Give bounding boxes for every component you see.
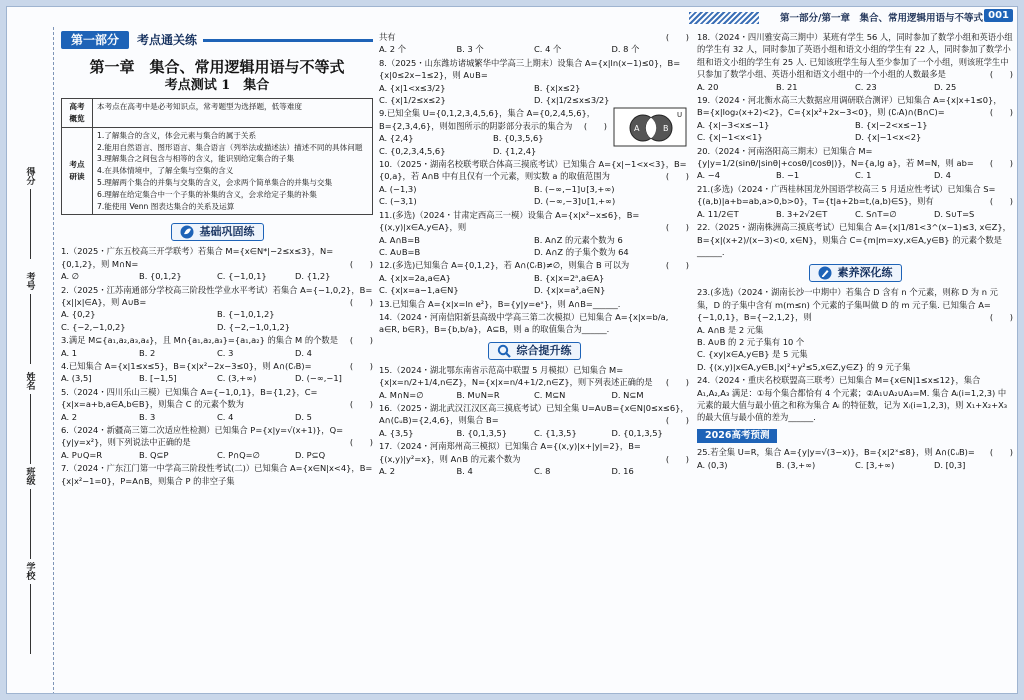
option: B. A∪B 的 2 元子集有 10 个	[697, 336, 805, 347]
option: D. (−∞,−3]∪[1,+∞)	[534, 196, 616, 207]
options	[697, 324, 1013, 374]
question-list	[697, 446, 1013, 471]
option: C. 4	[217, 411, 234, 422]
option: C. 3	[217, 347, 234, 358]
option: D. 8 个	[611, 44, 640, 55]
option: A. M∩N=∅	[379, 389, 424, 400]
option: D. {x|1/2≤x≤3/2}	[534, 95, 610, 106]
option: C. 1	[855, 170, 872, 181]
option: A. 2 个	[379, 44, 407, 55]
answer-bracket: ( )	[665, 453, 689, 464]
question-text: 17.（2024・河南郑州高三模拟）已知集合 A={(x,y)|x+|y|=2}，B={(x,y)|y²=x}，则 A∩B 的元素个数为	[379, 441, 641, 464]
study-item: 3.理解集合之间包含与相等的含义，能识别给定集合的子集	[97, 154, 295, 164]
part-name: 考点通关练	[137, 33, 198, 47]
options	[379, 465, 689, 477]
part-banner	[61, 31, 373, 49]
worksheet-page	[6, 6, 1018, 694]
study-label: 考点研读	[62, 127, 93, 215]
overview-text: 本考点在高考中是必考知识点，常考题型为选择题，低等难度	[93, 99, 373, 128]
options	[697, 81, 1013, 93]
option: D. 25	[934, 81, 957, 92]
question-item	[697, 446, 1013, 471]
question-text: 8.（2025・山东潍坊诸城繁华中学高三上期末）设集合 A={x|ln(x−1)≤0}，B={x|0≤2x−1≤2}，则 A∪B=	[379, 57, 681, 81]
option: B. A∩Z 的元素个数为 6	[534, 234, 623, 245]
column-1	[61, 31, 373, 488]
question-item	[61, 386, 373, 423]
option: D. {x|−1<x<2}	[855, 132, 922, 143]
option: A. {0,2}	[61, 309, 96, 320]
option: D. {1,2,4}	[493, 145, 537, 156]
option: A. {2,4}	[379, 133, 414, 144]
question-text: 2.（2025・江苏南通部分学校高三阶段性学业水平考试）若集合 A={−1,0,2}，B={x||x|∈A}，则 A∪B=	[61, 284, 373, 308]
answer-bracket: ( )	[349, 399, 373, 410]
option: C. {−2,−1,0,2}	[61, 321, 126, 332]
question-item	[379, 259, 689, 296]
option: B. {0,3,5,6}	[493, 133, 544, 144]
option: C. M⊆N	[534, 389, 566, 400]
option: A. 1	[61, 347, 78, 358]
option: C. 4 个	[534, 44, 562, 55]
answer-bracket: ( )	[665, 415, 689, 426]
option: B. {0,1,2}	[139, 271, 182, 282]
options	[61, 308, 373, 333]
option: B. 3+2√2∈T	[776, 208, 828, 219]
answer-bracket: ( )	[989, 158, 1013, 169]
question-text: 13.已知集合 A={x|x=ln e²}，B={y|y=eˣ}，则 A∩B=______.	[379, 298, 621, 309]
option: D. 4	[295, 347, 312, 358]
option: A. {x|1<x≤3/2}	[379, 82, 446, 93]
options	[379, 132, 607, 157]
option: A. {3,5}	[379, 427, 414, 438]
option: B. −1	[776, 170, 800, 181]
option: B. (−∞,−1]∪[3,+∞)	[534, 183, 615, 194]
part-tag: 第一部分	[61, 31, 129, 49]
question-list	[697, 286, 1013, 423]
option: C. 8	[534, 466, 551, 476]
question-item	[697, 221, 1013, 258]
option: B. {x|x=2ᵃ,a∈A}	[534, 272, 605, 283]
question-text: 5.（2024・四川乐山三模）已知集合 A={−1,0,1}，B={1,2}，C={x|x=a+b,a∈A,b∈B}，则集合 C 的元素个数为	[61, 386, 318, 410]
answer-bracket: ( )	[583, 120, 607, 131]
option: A. A∩B 是 2 元集	[697, 324, 764, 335]
option: B. {−1,0,1,2}	[217, 309, 275, 320]
answer-bracket: ( )	[665, 32, 689, 42]
question-item	[697, 145, 1013, 182]
options	[379, 43, 689, 55]
overview-label: 高考概览	[62, 99, 93, 128]
option: C. {x|−1<x<1}	[697, 132, 763, 143]
exam-number-field: 考号	[11, 272, 49, 364]
question-item	[379, 158, 689, 208]
info-table	[61, 98, 373, 215]
option: A. {x|x=2a,a∈A}	[379, 272, 451, 283]
option: C. 23	[855, 81, 877, 92]
options	[697, 459, 1013, 471]
answer-bracket: ( )	[989, 312, 1013, 323]
option: D. {0,1,3,5}	[611, 427, 663, 438]
options	[379, 427, 689, 439]
option: C. (−3,1)	[379, 196, 417, 207]
question-item	[379, 107, 689, 157]
question-text: 16.（2025・湖北武汉江汉区高三摸底考试）已知全集 U=A∪B={x∈N|0≤x≤6}，A∩(∁ᵤB)={2,4,6}，则集合 B=	[379, 402, 689, 426]
option: D. 16	[611, 466, 634, 476]
question-item	[61, 360, 373, 385]
magnifier-icon	[497, 344, 511, 358]
option: C. {−1,0,1}	[217, 271, 267, 282]
question-list	[379, 31, 689, 336]
leaf-icon	[180, 225, 194, 239]
answer-bracket: ( )	[989, 196, 1013, 207]
option: A. {x|−3<x≤−1}	[697, 119, 770, 130]
option: B. Q⊆P	[139, 449, 169, 460]
column-2	[379, 31, 689, 478]
option: D. 4	[934, 170, 951, 181]
option: B. {x|x≤2}	[534, 82, 581, 93]
question-item	[61, 462, 373, 487]
question-text: 15.（2024・湖北鄂东南省示范高中联盟 5 月模拟）已知集合 M={x|x=n/2+1/4,n∈Z}，N={x|x=n/4+1/2,n∈Z}，则下列表述正确的是	[379, 364, 653, 388]
section-deepen: 素养深化练	[697, 264, 1013, 282]
option: A. 2	[379, 466, 396, 476]
option: B. 2	[139, 347, 156, 358]
question-text: 23.(多选)（2024・湖南长沙一中期中）若集合 D 含有 n 个元素，则称 D 为 n 元集，D 的子集中含有 m(m≤n) 个元素的子集叫做 D 的 m 元子集. 已知集合 A={−1,0,1}，B={−2,1,2}，则	[697, 287, 998, 323]
question-list	[697, 31, 1013, 258]
option: C. {x|x=a−1,a∈N}	[379, 285, 459, 296]
question-item	[379, 440, 689, 477]
question-item	[379, 311, 689, 336]
header-decoration	[689, 12, 759, 24]
student-info-sidebar	[7, 27, 54, 694]
question-text: 24.（2024・重庆名校联盟高三联考）已知集合 M={x∈N|1≤x≤12}，集合 A₁,A₂,A₃ 满足：①每个集合都恰有 4 个元素；②A₁∪A₂∪A₃=M. 集合 Aᵢ(i=1,2,3) 中元素的最大值与最小值之和称为集合 Aᵢ 的特征数，记为 Xᵢ(i=1,2,3)，则 X₁+X₂+X₃ 的最大值与最小值的差为______.	[697, 375, 1008, 423]
header-text: 第一部分/第一章 集合、常用逻辑用语与不等式	[780, 13, 983, 24]
option: A. (0,3)	[697, 459, 728, 470]
question-text: 19.（2024・河北衡水高三大数据应用调研联合测评）已知集合 A={x|x+1≤0}，B={x|log₂(x+2)<2}，C={x|x²+2x−3<0}，则 (∁ᵣA)∩(B∩C)=	[697, 95, 1002, 118]
answer-bracket: ( )	[989, 107, 1013, 118]
options	[697, 169, 1013, 181]
question-text: 21.(多选)（2024・广西桂林国龙外国语学校高三 5 月适应性考试）已知集合 S={(a,b)|a+b=ab,a>0,b>0}，T={t|a+2b=t,(a,b)∈S}，则有	[697, 183, 996, 207]
option: B. 21	[776, 81, 798, 92]
question-item	[61, 245, 373, 282]
question-text: 25.若全集 U=R，集合 A={y|y=√(3−x)}，B={x|2ˣ≤8}，则 A∩(∁ᵤB)=	[697, 447, 975, 458]
question-text: 6.（2024・新疆高三第二次适应性检测）已知集合 P={x|y=√(x+1)}，Q={y|y=x²}，则下列说法中正确的是	[61, 425, 344, 448]
question-item	[697, 374, 1013, 424]
question-text: 7.（2024・广东江门第一中学高三阶段性考试(二)）已知集合 A={x∈N|x<4}，B={x|x²−1=0}，P=A∩B，则集合 P 的非空子集	[61, 463, 373, 486]
option: C. {xy|x∈A,y∈B} 是 5 元集	[697, 349, 808, 360]
option: C. (3,+∞)	[217, 373, 257, 384]
option: B. 3	[139, 411, 156, 422]
option: D. P⊆Q	[295, 449, 326, 460]
option: B. (3,+∞)	[776, 459, 816, 470]
option: D. 5	[295, 411, 312, 422]
question-item	[379, 364, 689, 401]
class-field: 班级	[11, 467, 49, 559]
name-field: 姓名	[11, 372, 49, 464]
study-item: 5.理解两个集合的并集与交集的含义，会求两个简单集合的并集与交集	[97, 178, 333, 187]
question-item	[697, 31, 1013, 93]
option: D. N⊆M	[611, 389, 644, 400]
question-text: 11.(多选)（2024・甘肃定西高三一模）设集合 A={x|x²−x≤6}，B={(x,y)|x∈A,y∈A}，则	[379, 209, 640, 233]
options	[379, 272, 689, 297]
question-list	[61, 245, 373, 487]
option: C. A∪B=B	[379, 246, 421, 257]
options	[61, 411, 373, 423]
question-item	[61, 284, 373, 334]
question-item	[379, 402, 689, 439]
option: B. 3 个	[456, 44, 484, 55]
study-item: 2.能用自然语言、图形语言、集合语言（列举法或描述法）描述不同的具体问题	[97, 142, 363, 152]
option: C. [3,+∞)	[855, 459, 895, 470]
option: C. {0,2,3,4,5,6}	[379, 145, 446, 156]
question-item	[379, 31, 689, 56]
page-header	[7, 7, 1018, 27]
answer-bracket: ( )	[665, 171, 689, 182]
options	[379, 82, 689, 107]
column-3	[697, 31, 1013, 472]
option: A. 20	[697, 81, 719, 92]
options	[61, 270, 373, 282]
page-number: 001	[984, 9, 1013, 22]
options	[697, 208, 1013, 220]
option: D. A∩Z 的子集个数为 64	[534, 246, 629, 257]
option: C. {1,3,5}	[534, 427, 577, 438]
option: B. 4	[456, 466, 473, 476]
question-item	[697, 94, 1013, 144]
option: A. ∅	[61, 271, 80, 282]
answer-bracket: ( )	[349, 437, 373, 448]
question-text: 14.（2024・河南信阳新县高级中学高三第二次模拟）已知集合 A={x|x=b/a, a∈R, b∈R}，B={b,b/a}，A⊆B，则 a 的取值集合为______.	[379, 311, 669, 335]
answer-bracket: ( )	[989, 69, 1013, 80]
option: A. 2	[61, 411, 78, 422]
question-text: 4.已知集合 A={x|1≤x≤5}，B={x|x²−2x−3≤0}，则 A∩(∁ᵣB)=	[61, 361, 312, 372]
venn-label-b: B	[663, 124, 669, 134]
venn-diagram	[613, 107, 687, 150]
question-text: 20.（2024・河南洛阳高三期末）已知集合 M={y|y=1/2(sinθ/|sinθ|+cosθ/|cosθ|)}，N={a,lg a}，若 M=N，则 ab=	[697, 145, 974, 169]
question-text: 1.（2025・广东五校高三开学联考）若集合 M={x∈N*|−2≤x≤3}，N={0,1,2}，则 M∩N=	[61, 246, 334, 269]
option: A. (3,5]	[61, 373, 92, 384]
section-basic: 基础巩固练	[61, 223, 373, 241]
options	[697, 119, 1013, 144]
options	[379, 183, 689, 208]
venn-label-a: A	[634, 124, 640, 134]
answer-bracket: ( )	[349, 297, 373, 308]
question-item	[61, 334, 373, 359]
answer-bracket: ( )	[989, 447, 1013, 458]
question-text: 12.(多选)已知集合 A={0,1,2}，若 A∩(∁ᵣB)≠∅，则集合 B 可以为	[379, 260, 630, 271]
options	[61, 347, 373, 359]
option: B. {0,1,3,5}	[456, 427, 508, 438]
options	[61, 449, 373, 461]
question-text: 22.（2025・湖南株洲高三摸底考试）已知集合 A={x|1/81<3^(x−1)≤3, x∈Z}，B={x|(x+2)/(x−3)<0, x∈N}，则集合 C={m|m=xy,x∈A,y∈B} 的元素个数是______.	[697, 222, 1011, 257]
option: C. P∩Q=∅	[217, 449, 260, 460]
question-item	[61, 424, 373, 461]
question-list	[379, 364, 689, 478]
option: A. P∪Q=R	[61, 449, 103, 460]
option: C. S∩T=∅	[855, 208, 897, 219]
study-item: 4.在具体情境中，了解全集与空集的含义	[97, 166, 234, 176]
answer-bracket: ( )	[665, 222, 689, 233]
question-text: 3.满足 M⊆{a₁,a₂,a₃,a₄}，且 M∩{a₁,a₂,a₃}={a₁,a₂} 的集合 M 的个数是	[61, 335, 339, 346]
score-field: 得分	[11, 167, 49, 259]
option: A. (−1,3)	[379, 183, 417, 194]
prediction-heading: 2026高考预测	[697, 429, 777, 443]
options	[379, 234, 689, 259]
option: D. (−∞,−1]	[295, 373, 342, 384]
question-item	[379, 298, 689, 310]
option: D. {−2,−1,0,1,2}	[217, 321, 291, 332]
question-item	[379, 209, 689, 259]
option: A. A∩B=B	[379, 234, 420, 245]
option: B. M∪N=R	[456, 389, 500, 400]
section-comprehensive: 综合提升练	[379, 342, 689, 360]
chapter-title: 第一章 集合、常用逻辑用语与不等式	[89, 58, 345, 77]
option: D. {1,2}	[295, 271, 331, 282]
test-title: 考点测试 1 集合	[164, 77, 270, 93]
question-item	[697, 183, 1013, 220]
option: D. [0,3]	[934, 459, 966, 470]
option: A. −4	[697, 170, 721, 181]
option: D. S∪T=S	[934, 208, 975, 219]
option: B. [−1,5]	[139, 373, 177, 384]
question-item	[697, 286, 1013, 373]
pencil-icon	[818, 266, 832, 280]
study-item: 7.能使用 Venn 图表达集合的关系及运算	[97, 201, 235, 211]
option: C. {x|1/2≤x≤2}	[379, 95, 446, 106]
answer-bracket: ( )	[665, 377, 689, 388]
answer-bracket: ( )	[349, 361, 373, 372]
option: A. 11/2∈T	[697, 208, 739, 219]
study-list	[93, 127, 373, 215]
answer-bracket: ( )	[349, 335, 373, 346]
study-item: 6.理解在给定集合中一个子集的补集的含义，会求给定子集的补集	[97, 189, 317, 199]
question-text: 9.已知全集 U={0,1,2,3,4,5,6}，集合 A={0,2,4,5,6}，B={2,3,4,6}，则如图所示的阴影部分表示的集合为	[379, 108, 596, 131]
question-text: 共有	[379, 32, 396, 42]
options	[61, 372, 373, 384]
answer-bracket: ( )	[665, 260, 689, 271]
study-item: 1.了解集合的含义，体会元素与集合的属于关系	[97, 130, 257, 140]
question-text: 18.（2024・四川雅安高三期中）某班有学生 56 人，同时参加了数学小组和英语小组的学生有 32 人，同时参加了英语小组和语文小组的学生有 22 人，同时参加了数学小组和语文小组的学生有 25 人. 已知该班学生每人至少参加了一个小组，则该班学生中只参加了数学小组、英语小组和语文小组中的一个小组的人数最多是	[697, 32, 1013, 80]
school-field: 学校	[11, 562, 49, 654]
venn-label-u: U	[677, 111, 683, 120]
option: B. {x|−2<x≤−1}	[855, 119, 928, 130]
options	[379, 389, 689, 401]
question-text: 10.（2025・湖南名校联考联合体高三摸底考试）已知集合 A={x|−1<x<3}，B={0,a}，若 A∩B 中有且仅有一个元素，则实数 a 的取值范围为	[379, 159, 687, 182]
option: D. {x|x=a²,a∈N}	[534, 285, 606, 296]
answer-bracket: ( )	[349, 258, 373, 269]
option: D. {(x,y)|x∈A,y∈B,|x|²+y²≤5,x∈Z,y∈Z} 的 9 元子集	[697, 361, 911, 372]
question-item	[379, 57, 689, 107]
